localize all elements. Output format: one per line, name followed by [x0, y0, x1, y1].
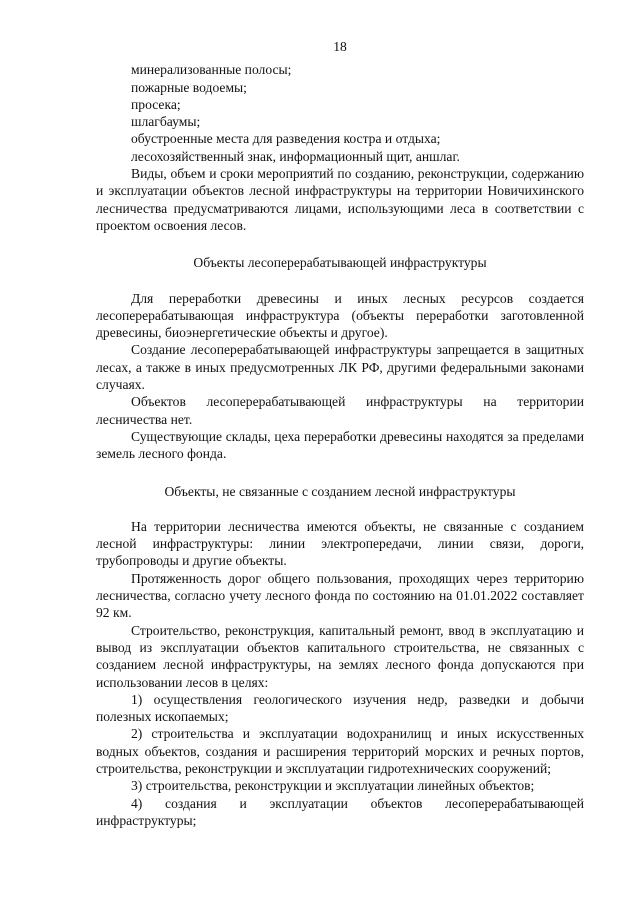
list-item: просека; — [131, 96, 181, 112]
paragraph: Строительство, реконструкция, капитальный ремонт, ввод в эксплуатацию и вывод из эксплуатации объектов капитального строительства, не связанных с созданием лесной инфраструктуры, на землях лесного фонда допускаются при использовании лесов в целях: — [96, 622, 584, 690]
paragraph: Протяженность дорог общего пользования, проходящих через территорию лесничества, согласно учету лесного фонда по состоянию на 01.01.2022 составляет 92 км. — [96, 570, 584, 621]
section-heading: Объекты лесоперерабатывающей инфраструктуры — [193, 255, 487, 271]
paragraph: Виды, объем и сроки мероприятий по созданию, реконструкции, содержанию и эксплуатации объектов лесной инфраструктуры на территории Новичихинского лесничества предусматриваются лицами, использующими леса в соответствии с проектом освоения лесов. — [96, 166, 584, 233]
list-item: шлагбаумы; — [131, 114, 201, 130]
paragraph: Существующие склады, цеха переработки древесины находятся за пределами земель лесного фонда. — [96, 428, 584, 462]
paragraph: На территории лесничества имеются объекты, не связанные с созданием лесной инфраструктуры: линии электропередачи, линии связи, дороги, трубопроводы и другие объекты. — [96, 518, 584, 569]
paragraph: 3) строительства, реконструкции и эксплуатации линейных объектов; — [131, 778, 535, 794]
document-page — [96, 38, 584, 829]
list-item: минерализованные полосы; — [131, 62, 292, 78]
paragraph: 2) строительства и эксплуатации водохранилищ и иных искусственных водных объектов, создания и расширения территорий морских и речных портов, строительства, реконструкции и эксплуатации гидротехнических сооружений; — [96, 726, 584, 776]
section-heading: Объекты, не связанные с созданием лесной инфраструктуры — [164, 483, 516, 499]
paragraph: Создание лесоперерабатывающей инфраструктуры запрещается в защитных лесах, а также в иных предусмотренных ЛК РФ, другими федеральными законами случаях. — [96, 342, 584, 393]
page-number: 18 — [333, 39, 347, 54]
paragraph: Для переработки древесины и иных лесных ресурсов создается лесоперерабатывающая инфраструктура (объекты переработки заготовленной древесины, биоэнергетические объекты и другое). — [96, 290, 584, 341]
list-item: лесохозяйственный знак, информационный щит, аншлаг. — [131, 148, 460, 164]
infrastructure-list — [96, 61, 584, 165]
list-item: пожарные водоемы; — [131, 79, 247, 95]
paragraph: 1) осуществления геологического изучения недр, разведки и добычи полезных ископаемых; — [96, 691, 584, 725]
paragraph: Объектов лесоперерабатывающей инфраструктуры на территории лесничества нет. — [96, 394, 584, 427]
list-item: обустроенные места для разведения костра и отдыха; — [131, 131, 441, 147]
paragraph: 4) создания и эксплуатации объектов лесоперерабатывающей инфраструктуры; — [96, 795, 584, 828]
